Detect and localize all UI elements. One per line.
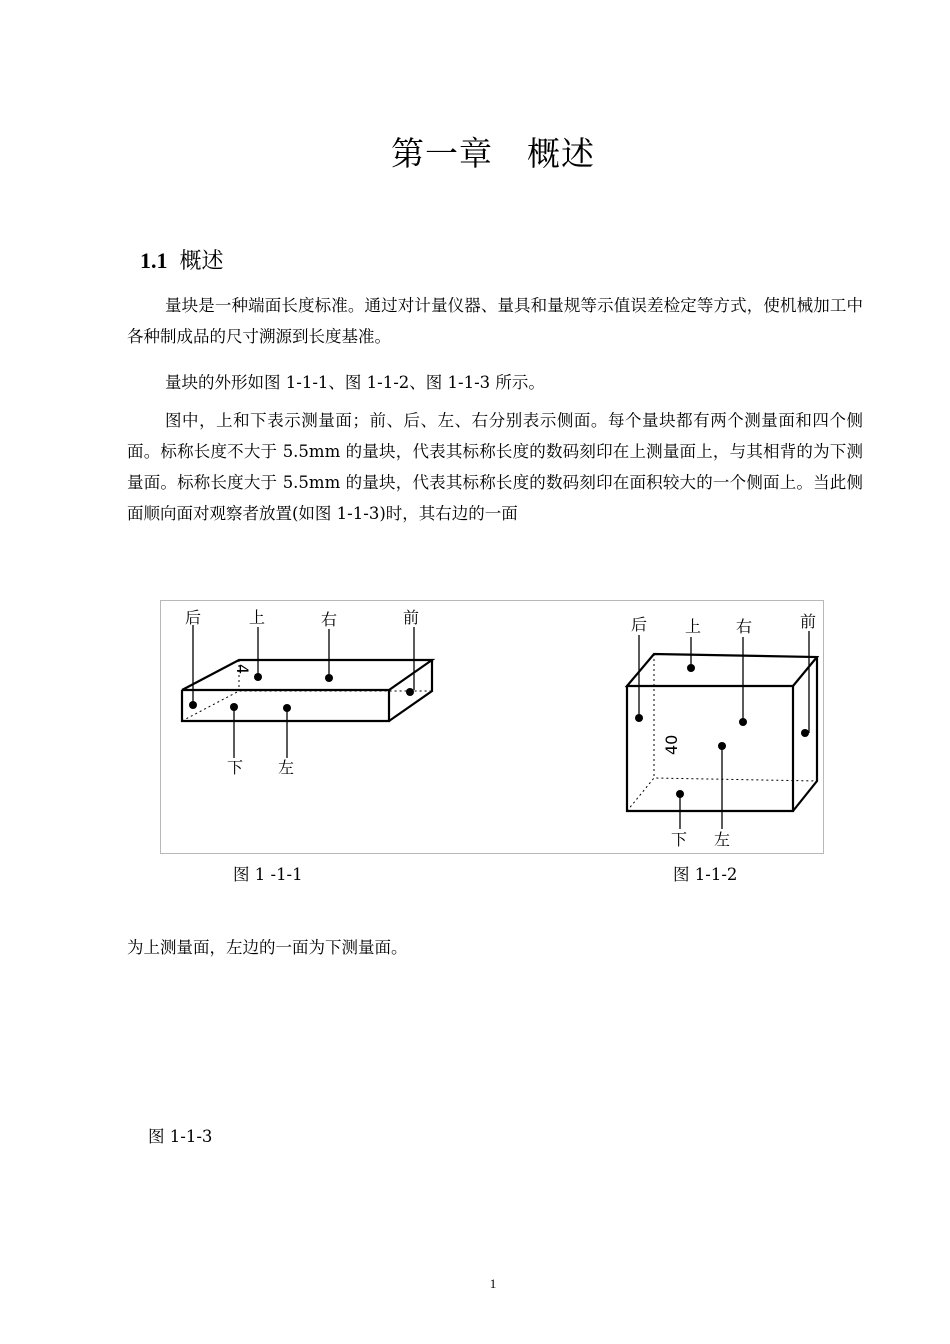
fig2-label-top: 上 (685, 617, 702, 636)
paragraph-2: 量块的外形如图 1-1-1、图 1-1-2、图 1-1-3 所示。 (165, 373, 545, 392)
figure-1-1-1-points (189, 673, 414, 712)
section-title: 概述 (179, 249, 224, 274)
fig1-size-mark: 4 (233, 664, 252, 675)
fig1-label-front: 前 (403, 608, 420, 627)
fig1-label-top: 上 (249, 608, 266, 627)
fig2-label-left: 左 (714, 830, 731, 849)
figure-1-1-2-leaders (639, 631, 809, 829)
figure-1-1-1 (182, 660, 432, 721)
chapter-title: 第一章 概述 (391, 134, 595, 173)
fig2-label-right: 右 (736, 617, 753, 636)
fig2-size-mark: 40 (662, 734, 681, 755)
fig1-label-left: 左 (278, 758, 295, 777)
caption-figure-1-1-1: 图 1 -1-1 (233, 865, 303, 884)
section-heading (140, 244, 224, 275)
section-number: 1.1 (140, 248, 168, 273)
caption-figure-1-1-3: 图 1-1-3 (148, 1127, 213, 1146)
fig1-label-right: 右 (321, 610, 338, 629)
paragraph-3: 图中，上和下表示测量面；前、后、左、右分别表示侧面。每个量块都有两个测量面和四个侧面。标称长度不大于 5.5mm 的量块，代表其标称长度的数码刻印在上测量面上，与其相背的为下测量面。标称长度大于 5.5mm 的量块，代表其标称长度的数码刻印在面积较大的一个侧面上。当此侧面顺向面对观察者放置(如图 1-1-3)时，其右边的一面 (127, 411, 863, 523)
fig2-label-back: 后 (631, 615, 648, 634)
paragraph-1: 量块是一种端面长度标准。通过对计量仪器、量具和量规等示值误差检定等方式，使机械加工中各种制成品的尺寸溯源到长度基准。 (127, 296, 863, 346)
fig1-label-back: 后 (185, 608, 202, 627)
page-number: 1 (489, 1276, 497, 1291)
figure-box (160, 600, 824, 854)
fig2-label-front: 前 (800, 612, 817, 631)
gauge-block-figures (161, 601, 825, 855)
fig1-label-bottom: 下 (227, 758, 244, 777)
caption-figure-1-1-2: 图 1-1-2 (673, 865, 738, 884)
paragraph-4: 为上测量面，左边的一面为下测量面。 (127, 938, 408, 957)
fig2-label-bottom: 下 (671, 830, 688, 849)
